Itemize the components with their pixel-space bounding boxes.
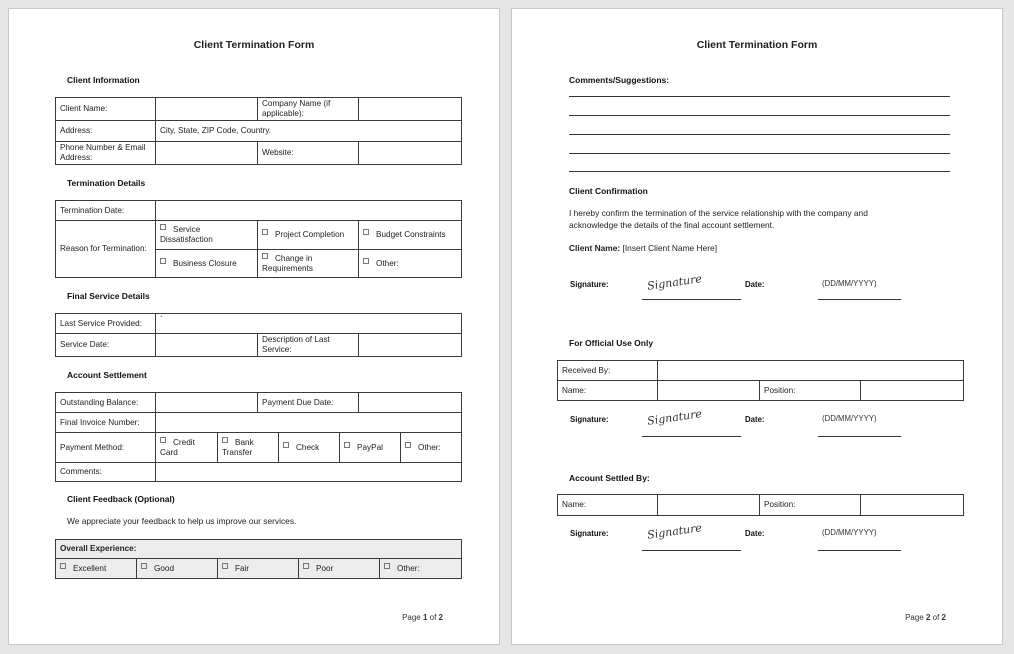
opt-label: Project Completion bbox=[275, 230, 345, 239]
outstanding-field[interactable] bbox=[156, 393, 258, 413]
checkbox[interactable] bbox=[344, 442, 350, 448]
client-name-field[interactable] bbox=[156, 98, 258, 121]
client-name-label: Client Name: bbox=[569, 243, 621, 253]
comment-line-5[interactable] bbox=[569, 171, 950, 172]
date-value: (DD/MM/YYYY) bbox=[822, 414, 877, 423]
page-current: 1 bbox=[422, 613, 428, 622]
overall-experience-label: Overall Experience: bbox=[56, 540, 462, 559]
client-info-table bbox=[55, 97, 462, 165]
final-service-heading: Final Service Details bbox=[67, 291, 150, 301]
client-name-line bbox=[569, 242, 717, 254]
page-1 bbox=[8, 8, 500, 645]
signature-label: Signature: bbox=[570, 280, 609, 289]
opt-label: PayPal bbox=[357, 442, 383, 452]
comment-line-3[interactable] bbox=[569, 134, 950, 135]
comment-line-4[interactable] bbox=[569, 153, 950, 154]
address-field[interactable]: City, State, ZIP Code, Country. bbox=[156, 121, 462, 142]
date-label: Date: bbox=[745, 415, 765, 424]
opt-label: Business Closure bbox=[173, 258, 237, 268]
name-field[interactable] bbox=[658, 495, 760, 516]
opt-label: Check bbox=[296, 442, 320, 452]
official-heading: For Official Use Only bbox=[569, 338, 654, 348]
comment-line-2[interactable] bbox=[569, 115, 950, 116]
checkbox[interactable] bbox=[303, 563, 309, 569]
description-field[interactable] bbox=[359, 334, 462, 357]
due-date-label: Payment Due Date: bbox=[258, 393, 359, 413]
phone-email-label: Phone Number & Email Address: bbox=[56, 142, 156, 165]
rating-poor[interactable] bbox=[299, 559, 380, 579]
opt-label: Fair bbox=[235, 563, 250, 573]
signature-image: Signature bbox=[646, 407, 703, 428]
checkbox[interactable] bbox=[141, 563, 147, 569]
page-number bbox=[905, 613, 946, 622]
last-service-label: Last Service Provided: bbox=[56, 314, 156, 334]
signature-label: Signature: bbox=[570, 415, 609, 424]
service-date-label: Service Date: bbox=[56, 334, 156, 357]
website-field[interactable] bbox=[359, 142, 462, 165]
service-date-field[interactable] bbox=[156, 334, 258, 357]
client-name-label: Client Name: bbox=[56, 98, 156, 121]
feedback-intro: We appreciate your feedback to help us improve our services. bbox=[67, 516, 297, 526]
signature-line[interactable] bbox=[642, 436, 741, 437]
opt-label: Other: bbox=[418, 442, 441, 452]
page-2 bbox=[511, 8, 1003, 645]
checkbox[interactable] bbox=[405, 442, 411, 448]
settled-table bbox=[557, 494, 964, 516]
date-value: (DD/MM/YYYY) bbox=[822, 279, 877, 288]
method-paypal[interactable] bbox=[340, 433, 401, 463]
official-table bbox=[557, 360, 964, 401]
position-field[interactable] bbox=[861, 495, 964, 516]
date-line[interactable] bbox=[818, 436, 901, 437]
name-label: Name: bbox=[558, 495, 658, 516]
method-other[interactable] bbox=[401, 433, 462, 463]
opt-other[interactable] bbox=[359, 250, 462, 278]
settlement-table-a bbox=[55, 392, 462, 433]
opt-label: Excellent bbox=[73, 563, 107, 573]
date-line[interactable] bbox=[818, 550, 901, 551]
invoice-label: Final Invoice Number: bbox=[56, 413, 156, 433]
settlement-heading: Account Settlement bbox=[67, 370, 147, 380]
checkbox[interactable] bbox=[363, 229, 369, 235]
opt-label: Good bbox=[154, 563, 175, 573]
page-of: of bbox=[930, 613, 942, 622]
payment-method-label: Payment Method: bbox=[56, 433, 156, 463]
invoice-field[interactable] bbox=[156, 413, 462, 433]
method-bank-transfer[interactable] bbox=[218, 433, 279, 463]
description-label: Description of Last Service: bbox=[258, 334, 359, 357]
comments-label: Comments: bbox=[56, 463, 156, 482]
signature-image: Signature bbox=[646, 521, 703, 542]
page-prefix: Page bbox=[905, 613, 926, 622]
final-service-table bbox=[55, 313, 462, 357]
name-label: Name: bbox=[558, 381, 658, 401]
checkbox[interactable] bbox=[262, 253, 268, 259]
position-field[interactable] bbox=[861, 381, 964, 401]
checkbox[interactable] bbox=[160, 437, 166, 443]
checkbox[interactable] bbox=[160, 224, 166, 230]
checkbox[interactable] bbox=[283, 442, 289, 448]
due-date-field[interactable] bbox=[359, 393, 462, 413]
opt-label: Other: bbox=[397, 563, 420, 573]
client-info-heading: Client Information bbox=[67, 75, 140, 85]
signature-line[interactable] bbox=[642, 299, 741, 300]
position-label: Position: bbox=[760, 381, 861, 401]
website-label: Website: bbox=[258, 142, 359, 165]
date-line[interactable] bbox=[818, 299, 901, 300]
page-current: 2 bbox=[925, 613, 931, 622]
opt-label: Budget Constraints bbox=[376, 230, 446, 239]
signature-image: Signature bbox=[646, 272, 703, 293]
last-service-field[interactable]: ` bbox=[156, 314, 462, 334]
signature-line[interactable] bbox=[642, 550, 741, 551]
received-by-label: Received By: bbox=[558, 361, 658, 381]
rating-excellent[interactable] bbox=[56, 559, 137, 579]
page-of: of bbox=[427, 613, 439, 622]
rating-good[interactable] bbox=[137, 559, 218, 579]
name-field[interactable] bbox=[658, 381, 760, 401]
position-label: Position: bbox=[760, 495, 861, 516]
opt-label: Other: bbox=[376, 258, 399, 268]
reason-label: Reason for Termination: bbox=[56, 221, 156, 278]
rating-fair[interactable] bbox=[218, 559, 299, 579]
checkbox[interactable] bbox=[222, 563, 228, 569]
termination-table bbox=[55, 200, 462, 278]
settled-heading: Account Settled By: bbox=[569, 473, 650, 483]
checkbox[interactable] bbox=[160, 258, 166, 264]
opt-change-requirements[interactable] bbox=[258, 250, 359, 278]
address-label: Address: bbox=[56, 121, 156, 142]
method-credit-card[interactable] bbox=[156, 433, 218, 463]
opt-label: Change in Requirements bbox=[262, 253, 313, 273]
checkbox[interactable] bbox=[363, 258, 369, 264]
termination-heading: Termination Details bbox=[67, 178, 146, 188]
comments-field[interactable] bbox=[156, 463, 462, 482]
rating-other[interactable] bbox=[380, 559, 462, 579]
checkbox[interactable] bbox=[384, 563, 390, 569]
opt-label: Credit Card bbox=[160, 437, 195, 457]
page-number bbox=[402, 613, 443, 622]
opt-label: Poor bbox=[316, 563, 334, 573]
page-prefix: Page bbox=[402, 613, 423, 622]
checkbox[interactable] bbox=[262, 229, 268, 235]
comments-heading: Comments/Suggestions: bbox=[569, 75, 670, 85]
received-by-field[interactable] bbox=[658, 361, 964, 381]
signature-label: Signature: bbox=[570, 529, 609, 538]
page-total: 2 bbox=[941, 613, 946, 622]
method-check[interactable] bbox=[279, 433, 340, 463]
opt-business-closure[interactable] bbox=[156, 250, 258, 278]
confirm-heading: Client Confirmation bbox=[569, 186, 648, 196]
feedback-table bbox=[55, 539, 462, 579]
form-title: Client Termination Form bbox=[193, 39, 315, 51]
page-total: 2 bbox=[438, 613, 443, 622]
company-name-field[interactable] bbox=[359, 98, 462, 121]
comment-line-1[interactable] bbox=[569, 96, 950, 97]
date-label: Date: bbox=[745, 529, 765, 538]
date-label: Date: bbox=[745, 280, 765, 289]
termination-date-field[interactable] bbox=[156, 201, 462, 221]
settlement-table-b bbox=[55, 432, 462, 482]
client-name-value: [Insert Client Name Here] bbox=[622, 243, 718, 253]
checkbox[interactable] bbox=[222, 437, 228, 443]
opt-label: Service Dissatisfaction bbox=[160, 225, 213, 244]
outstanding-label: Outstanding Balance: bbox=[56, 393, 156, 413]
checkbox[interactable] bbox=[60, 563, 66, 569]
form-title: Client Termination Form bbox=[696, 39, 818, 51]
feedback-heading: Client Feedback (Optional) bbox=[67, 494, 175, 504]
opt-label: Bank Transfer bbox=[222, 437, 254, 457]
termination-date-label: Termination Date: bbox=[56, 201, 156, 221]
opt-project-completion[interactable] bbox=[258, 221, 359, 250]
opt-budget-constraints[interactable] bbox=[359, 221, 462, 250]
opt-service-dissatisfaction[interactable] bbox=[156, 221, 258, 250]
confirm-text: I hereby confirm the termination of the service relationship with the company and acknowledge the details of the final account settlement. bbox=[569, 208, 868, 230]
company-name-label: Company Name (if applicable): bbox=[258, 98, 359, 121]
phone-email-field[interactable] bbox=[156, 142, 258, 165]
date-value: (DD/MM/YYYY) bbox=[822, 528, 877, 537]
